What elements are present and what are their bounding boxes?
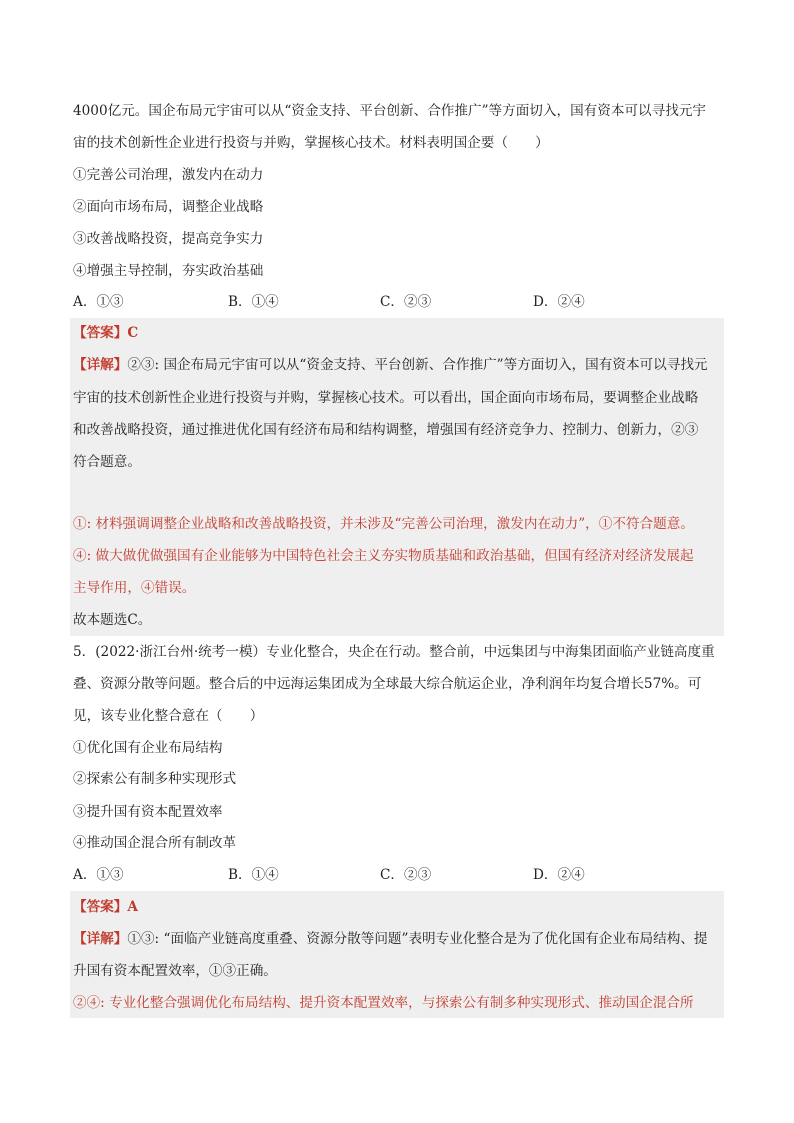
q5-choice-c: C．②③ <box>380 867 432 883</box>
q4-item-1: ①完善公司治理，激发内在动力 <box>73 167 264 183</box>
q4-choice-c: C．②③ <box>380 294 432 310</box>
q5-choice-d: D．②④ <box>533 867 585 883</box>
q4-detail-line-3: 和改善战略投资，通过推进优化国有经济布局和结构调整，增强国有经济竞争力、控制力、创新力，②③ <box>73 422 699 438</box>
q4-choice-d: D．②④ <box>533 294 585 310</box>
q5-item-1: ①优化国有企业布局结构 <box>73 740 223 756</box>
q4-stem-line-2: 宙的技术创新性企业进行投资与并购，掌握核心技术。材料表明国企要（ ） <box>73 135 549 151</box>
q5-answer <box>73 898 138 916</box>
q4-conclusion: 故本题选C。 <box>73 612 152 628</box>
q4-item-3: ③改善战略投资，提高竞争实力 <box>73 231 264 247</box>
q5-answer-label: 【答案】 <box>73 899 128 915</box>
q5-stem-line-2: 叠、资源分散等问题。整合后的中远海运集团成为全球最大综合航运企业，净利润年均复合增长57%。可 <box>73 676 702 692</box>
q5-choices <box>73 866 733 884</box>
q4-wrong-line-1: ①: 材料强调调整企业战略和改善战略投资，并未涉及“完善公司治理，激发内在动力”，①不符合题意。 <box>73 516 694 532</box>
q5-stem-line-1: 5．(2022·浙江台州·统考一模）专业化整合，央企在行动。整合前，中远集团与中海集团面临产业链高度重 <box>73 644 715 660</box>
q4-wrong-line-2: ④: 做大做优做强国有企业能够为中国特色社会主义夯实物质基础和政治基础，但国有经济对经济发展起 <box>73 548 694 564</box>
q4-detail-line-4: 符合题意。 <box>73 454 141 470</box>
q5-choice-a: A．①③ <box>73 867 124 883</box>
q5-item-4: ④推动国企混合所有制改革 <box>73 835 237 851</box>
q5-item-2: ②探索公有制多种实现形式 <box>73 771 237 787</box>
q4-item-4: ④增强主导控制，夯实政治基础 <box>73 263 264 279</box>
q4-detail-label: 【详解】 <box>73 357 128 373</box>
q5-item-3: ③提升国有资本配置效率 <box>73 804 223 820</box>
q5-answer-value: A <box>127 899 138 915</box>
q4-item-2: ②面向市场布局，调整企业战略 <box>73 199 264 215</box>
q4-answer <box>73 324 138 342</box>
q4-stem-line-1: 4000亿元。国企布局元宇宙可以从“资金支持、平台创新、合作推广”等方面切入，国有资本可以寻找元宇 <box>73 103 707 119</box>
q4-answer-value: C <box>127 325 139 341</box>
q5-wrong-line-1: ②④: 专业化整合强调优化布局结构、提升资本配置效率，与探索公有制多种实现形式、推动国企混合所 <box>73 995 694 1011</box>
q4-choice-a: A．①③ <box>73 294 124 310</box>
q5-detail-label: 【详解】 <box>73 931 128 947</box>
q5-detail-line-2: 升国有资本配置效率，①③正确。 <box>73 963 277 979</box>
q4-choices <box>73 293 733 311</box>
q4-choice-b: B．①④ <box>228 294 279 310</box>
q5-stem-line-3: 见，该专业化整合意在（ ） <box>73 708 264 724</box>
q4-wrong-line-3: 主导作用，④错误。 <box>73 580 196 596</box>
q5-detail-line-1: 【详解】①③: “面临产业链高度重叠、资源分散等问题”表明专业化整合是为了优化国有企业布局结构、提 <box>73 931 708 947</box>
q4-answer-label: 【答案】 <box>73 325 128 341</box>
q4-detail-line-2: 宇宙的技术创新性企业进行投资与并购，掌握核心技术。可以看出，国企面向市场布局，要调整企业战略 <box>73 390 699 406</box>
q4-detail-line-1: 【详解】②③: 国企布局元宇宙可以从“资金支持、平台创新、合作推广”等方面切入，国有资本可以寻找元 <box>73 357 708 373</box>
q5-choice-b: B．①④ <box>228 867 279 883</box>
